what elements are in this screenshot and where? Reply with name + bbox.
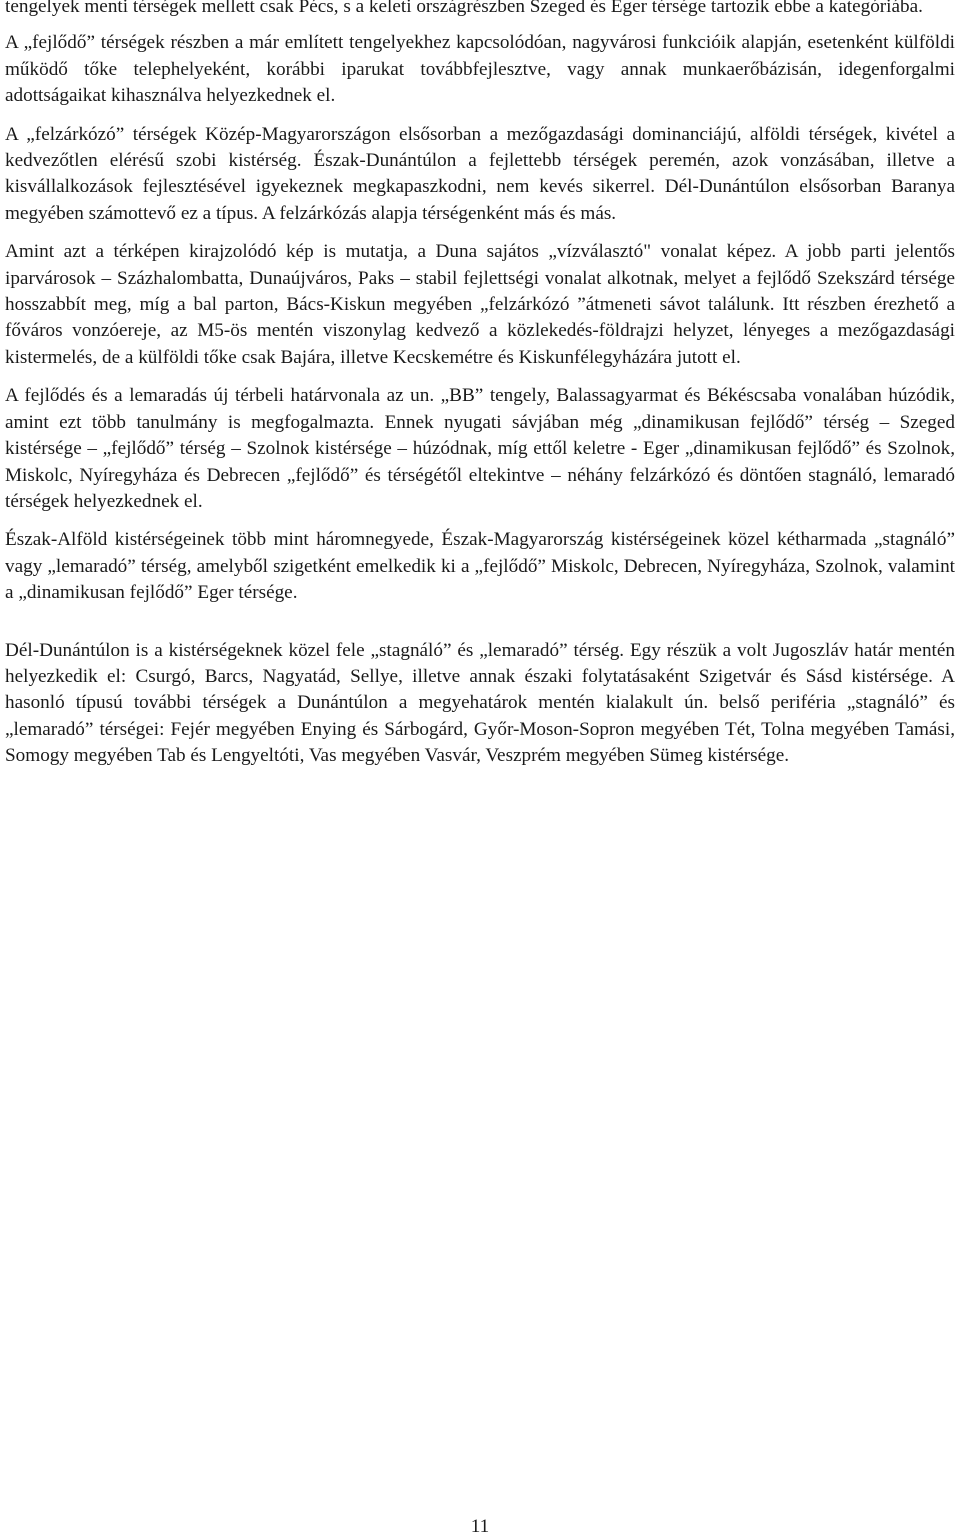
document-body (5, 0, 955, 770)
page-number: 11 (470, 1516, 490, 1537)
paragraph-2: A „fejlődő” térségek részben a már említett tengelyekhez kapcsolódóan, nagyvárosi funkcióik alapján, esetenként külföldi működő tőke telephelyeként, korábbi iparukat továbbfejlesztve, vagy annak munkaerőbázisán, idegenforgalmi adottságaikat kihasználva helyezkednek el. (5, 32, 955, 107)
paragraph-3: A „felzárkózó” térségek Közép-Magyarországon elsősorban a mezőgazdasági dominanciájú, alföldi térségek, kivétel a kedvezőtlen elérésű szobi kistérség. Észak-Dunántúlon a fejlettebb térségek peremén, azok vonzásában, illetve a kisvállalkozások fejlesztésével igyekeznek megkapaszkodni, nem kevés sikerrel. Dél-Dunántúlon elsősorban Baranya megyében számottevő ez a típus. A felzárkózás alapja térségenként más és más. (5, 123, 955, 224)
paragraph-7: Dél-Dunántúlon is a kistérségeknek közel fele „stagnáló” és „lemaradó” térség. Egy részük a volt Jugoszláv határ mentén helyezkedik el: Csurgó, Barcs, Nagyatád, Sellye, illetve annak északi folytatásaként Szigetvár és Sásd kistérsége. A hasonló típusú további térségek a Dunántúlon a megyehatárok mentén kialakult ún. belső periféria „stagnáló” és „lemaradó” térségei: Fejér megyében Enying és Sárbogárd, Győr-Moson-Sopron megyében Tét, Tolna megyében Tamási, Somogy megyében Tab és Lengyeltóti, Vas megyében Vasvár, Veszprém megyében Sümeg kistérsége. (5, 639, 955, 767)
paragraph-1: tengelyek menti térségek mellett csak Pécs, s a keleti országrészben Szeged és Eger térsége tartozik ebbe a kategóriába. (5, 0, 923, 17)
paragraph-4: Amint azt a térképen kirajzolódó kép is mutatja, a Duna sajátos „vízválasztó" vonalat képez. A jobb parti jelentős iparvárosok – Százhalombatta, Dunaújváros, Paks – stabil fejlettségi vonalat alkotnak, melyet a fejlődő Szekszárd térsége hosszabbít meg, míg a bal parton, Bács-Kiskun megyében „felzárkózó ”átmeneti sávot találunk. Itt részben érezhető a főváros vonzóereje, az M5-ös mentén viszonylag kedvező a közlekedés-földrajzi helyzet, lényeges a mezőgazdasági kistermelés, de a külföldi tőke csak Bajára, illetve Kecskemétre és Kiskunfélegyházára jutott el. (5, 241, 955, 368)
paragraph-5: A fejlődés és a lemaradás új térbeli határvonala az un. „BB” tengely, Balassagyarmat és Békéscsaba vonalában húzódik, amint ezt több tanulmány is megfogalmazta. Ennek nyugati sávjában még „dinamikusan fejlődő” térség – Szeged kistérsége – „fejlődő” térség – Szolnok kistérsége – húzódnak, míg ettől keletre - Eger „dinamikusan fejlődő” és Szolnok, Miskolc, Nyíregyháza és Debrecen „fejlődő” és térségétől eltekintve – néhány felzárkózó és döntően stagnáló, lemaradó térségek helyezkednek el. (5, 385, 955, 512)
paragraph-6: Észak-Alföld kistérségeinek több mint háromnegyede, Észak-Magyarország kistérségeinek közel kétharmada „stagnáló” vagy „lemaradó” térség, amelyből szigetként emelkedik ki a „fejlődő” Miskolc, Debrecen, Nyíregyháza, Szolnok, valamint a „dinamikusan fejlődő” Eger térsége. (5, 529, 955, 604)
